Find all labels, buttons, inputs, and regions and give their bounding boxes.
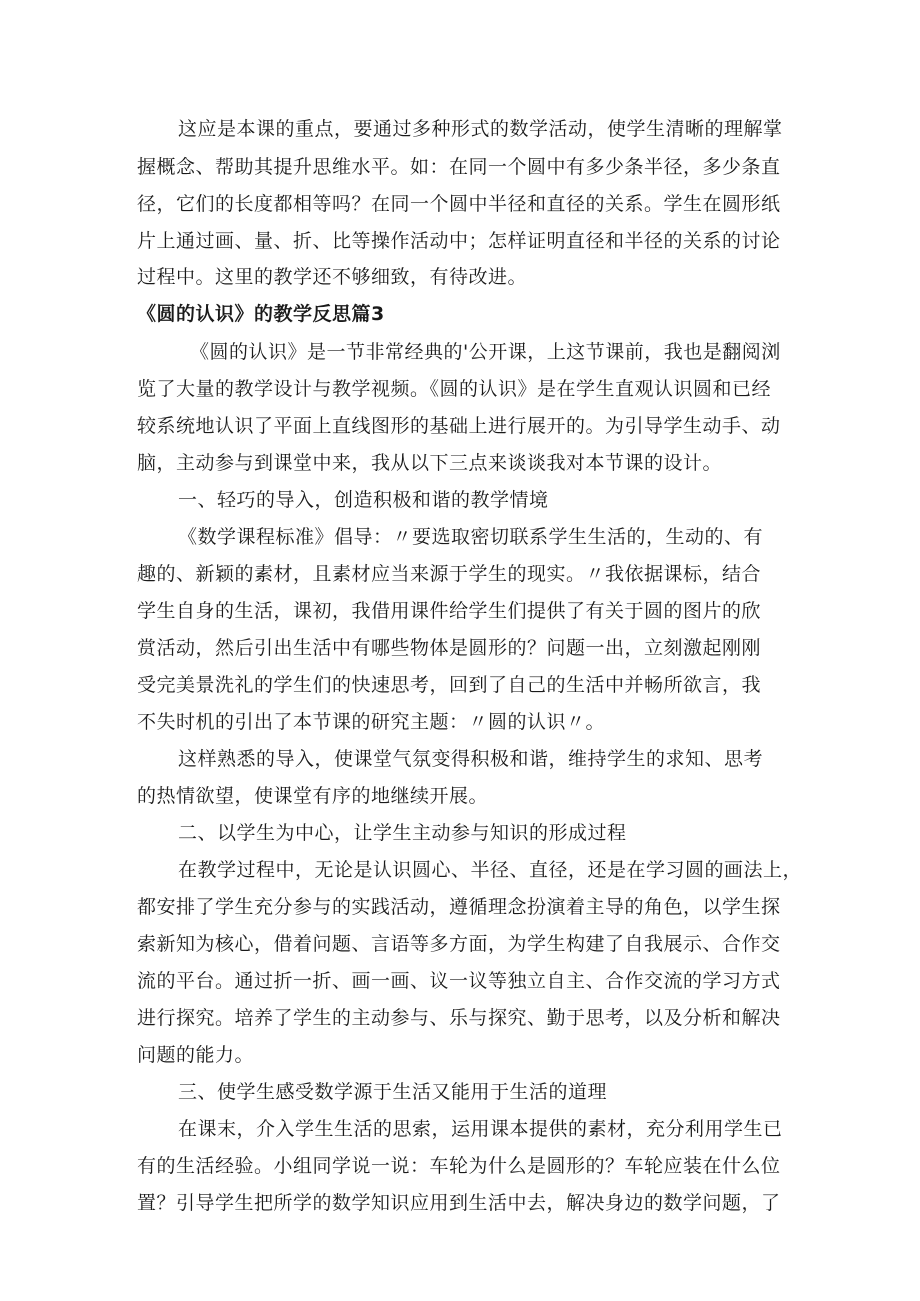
para2-line-3: 学生自身的生活，课初，我借用课件给学生们提供了有关于圆的图片的欣 — [137, 600, 762, 622]
para5-line-1: 在课末，介入学生生活的思索，运用课本提供的素材，充分利用学生已 — [178, 1118, 783, 1140]
intro-line-5: 过程中。这里的教学还不够细致，有待改进。 — [137, 266, 528, 288]
section-title: 《圆的认识》的教学反思篇3 — [137, 303, 385, 325]
intro-line-2: 握概念、帮助其提升思维水平。如：在同一个圆中有多少条半径，多少条直 — [137, 156, 781, 178]
para1-line-2: 览了大量的教学设计与教学视频。《圆的认识》是在学生直观认识圆和已经 — [137, 378, 772, 400]
para4-line-3: 索新知为核心，借着问题、言语等多方面，为学生构建了自我展示、合作交 — [137, 933, 781, 955]
para4-line-1: 在教学过程中，无论是认识圆心、半径、直径，还是在学习圆的画法上， — [178, 859, 803, 881]
para5-line-2: 有的生活经验。小组同学说一说：车轮为什么是圆形的？车轮应装在什么位 — [137, 1155, 781, 1177]
para2-line-6: 不失时机的引出了本节课的研究主题：〃圆的认识〃。 — [137, 711, 606, 733]
para3-line-2: 的热情欲望，使课堂有序的地继续开展。 — [137, 785, 489, 807]
intro-line-4: 片上通过画、量、折、比等操作活动中；怎样证明直径和半径的关系的讨论 — [137, 230, 781, 252]
point-3-title: 三、使学生感受数学源于生活又能用于生活的道理 — [178, 1081, 608, 1103]
para1-line-1: 《圆的认识》是一节非常经典的'公开课，上这节课前，我也是翻阅浏 — [190, 341, 781, 363]
para1-line-4: 脑，主动参与到课堂中来，我从以下三点来谈谈我对本节课的设计。 — [137, 452, 723, 474]
para3-line-1: 这样熟悉的导入，使课堂气氛变得积极和谐，维持学生的求知、思考 — [178, 748, 764, 770]
point-2-title: 二、以学生为中心，让学生主动参与知识的形成过程 — [178, 822, 627, 844]
para5-line-3: 置？引导学生把所学的数学知识应用到生活中去，解决身边的数学问题，了 — [137, 1192, 781, 1214]
para4-line-5: 进行探究。培养了学生的主动参与、乐与探究、勤于思考，以及分析和解决 — [137, 1007, 781, 1029]
intro-line-3: 径，它们的长度都相等吗？在同一个圆中半径和直径的关系。学生在圆形纸 — [137, 193, 781, 215]
para2-line-4: 赏活动，然后引出生活中有哪些物体是圆形的？问题一出，立刻激起刚刚 — [137, 637, 762, 659]
para4-line-2: 都安排了学生充分参与的实践活动，遵循理念扮演着主导的角色，以学生探 — [137, 896, 781, 918]
para4-line-6: 问题的能力。 — [137, 1044, 255, 1066]
para2-line-5: 受完美景洗礼的学生们的快速思考，回到了自己的生活中并畅所欲言，我 — [137, 674, 762, 696]
para1-line-3: 较系统地认识了平面上直线图形的基础上进行展开的。为引导学生动手、动 — [137, 415, 781, 437]
point-1-title: 一、轻巧的导入，创造积极和谐的教学情境 — [178, 489, 549, 511]
para2-line-2: 趣的、新颖的素材，且素材应当来源于学生的现实。〃我依据课标，结合 — [137, 563, 762, 585]
para4-line-4: 流的平台。通过折一折、画一画、议一议等独立自主、合作交流的学习方式 — [137, 970, 781, 992]
intro-line-1: 这应是本课的重点，要通过多种形式的数学活动，使学生清晰的理解掌 — [178, 118, 783, 140]
para2-line-1: 《数学课程标准》倡导：〃要选取密切联系学生生活的，生动的、有 — [178, 526, 764, 548]
